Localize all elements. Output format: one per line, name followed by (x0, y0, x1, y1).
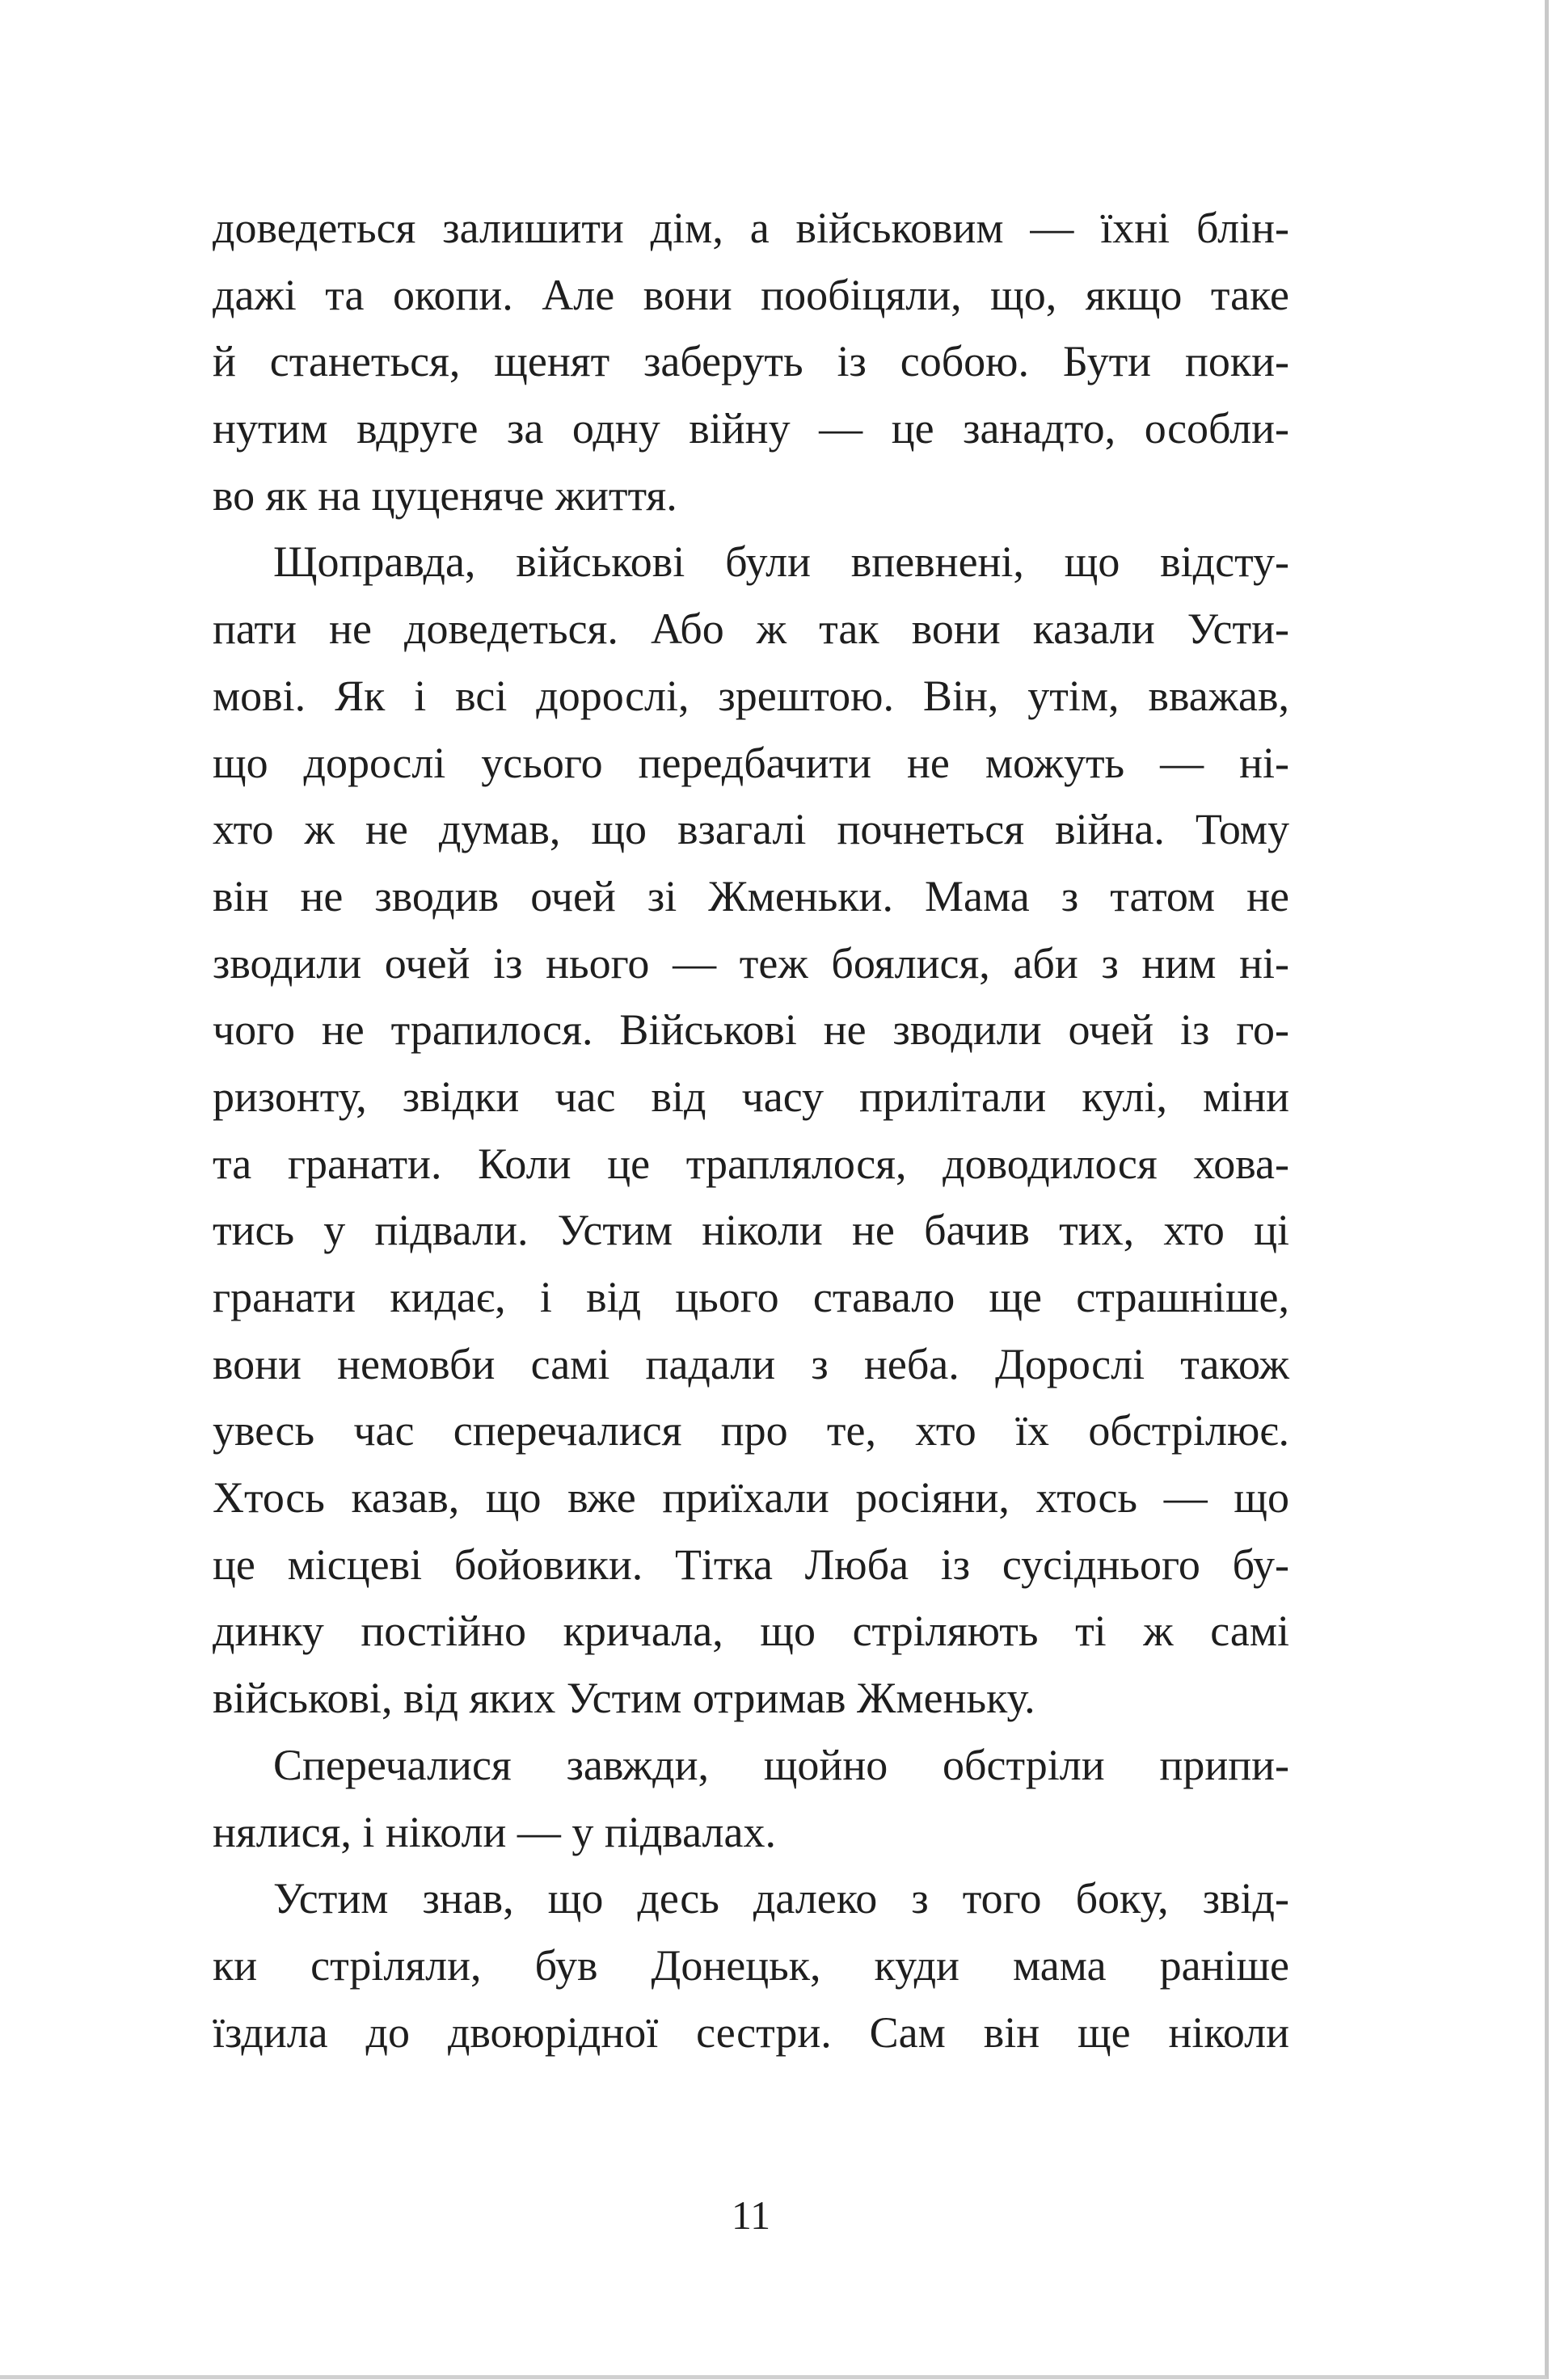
text-line: що дорослі усього передбачити не можуть — ні- (213, 738, 1289, 787)
text-line: увесь час сперечалися про те, хто їх обстрілює. (213, 1406, 1289, 1455)
text-line: та гранати. Коли це траплялося, доводилося хова- (213, 1139, 1289, 1188)
text-line: гранати кидає, і від цього ставало ще страшніше, (213, 1273, 1289, 1321)
text-line: це місцеві бойовики. Тітка Люба із сусіднього бу- (213, 1540, 1289, 1589)
text-line: доведеться залишити дім, а військовим — їхні блін- (213, 204, 1289, 252)
text-line: зводили очей із нього — теж боялися, аби з ним ні- (213, 938, 1289, 988)
text-line: ки стріляли, був Донецьк, куди мама раніше (213, 1940, 1289, 1990)
text-line: Сперечалися завжди, щойно обстріли припи- (273, 1740, 1289, 1789)
text-line: Хтось казав, що вже приїхали росіяни, хтось — що (213, 1473, 1289, 1523)
text-line: й станеться, щенят заберуть із собою. Бути поки- (213, 337, 1289, 386)
text-line: мові. Як і всі дорослі, зрештою. Він, утім, вважав, (213, 671, 1289, 720)
text-line: їздила до двоюрідної сестри. Сам він ще ніколи (213, 2007, 1289, 2057)
text-line: хто ж не думав, що взагалі почнеться війна. Тому (213, 805, 1289, 854)
text-line: во як на цуценяче життя. (213, 470, 677, 520)
text-line: Устим знав, що десь далеко з того боку, звід- (273, 1874, 1289, 1923)
page-number: 11 (731, 2193, 771, 2238)
text-line: нутим вдруге за одну війну — це занадто, особли- (213, 404, 1289, 453)
text-line: дажі та окопи. Але вони пообіцяли, що, якщо таке (213, 270, 1289, 319)
body-text (213, 195, 1289, 2066)
text-line: вони немовби самі падали з неба. Дорослі також (213, 1339, 1289, 1388)
text-line: він не зводив очей зі Жменьки. Мама з татом не (213, 871, 1289, 920)
text-line: нялися, і ніколи — у підвалах. (213, 1807, 776, 1856)
text-line: Щоправда, військові були впевнені, що відсту- (273, 537, 1289, 587)
text-line: динку постійно кричала, що стріляють ті ж самі (213, 1607, 1289, 1656)
text-line: ризонту, звідки час від часу прилітали кулі, міни (213, 1072, 1289, 1121)
text-line: тись у підвали. Устим ніколи не бачив тих, хто ці (213, 1206, 1289, 1255)
text-line: чого не трапилося. Військові не зводили очей із го- (213, 1005, 1289, 1055)
text-line: пати не доведеться. Або ж так вони казали Усти- (213, 604, 1289, 654)
text-line: військові, від яких Устим отримав Жменьку. (213, 1674, 1035, 1723)
